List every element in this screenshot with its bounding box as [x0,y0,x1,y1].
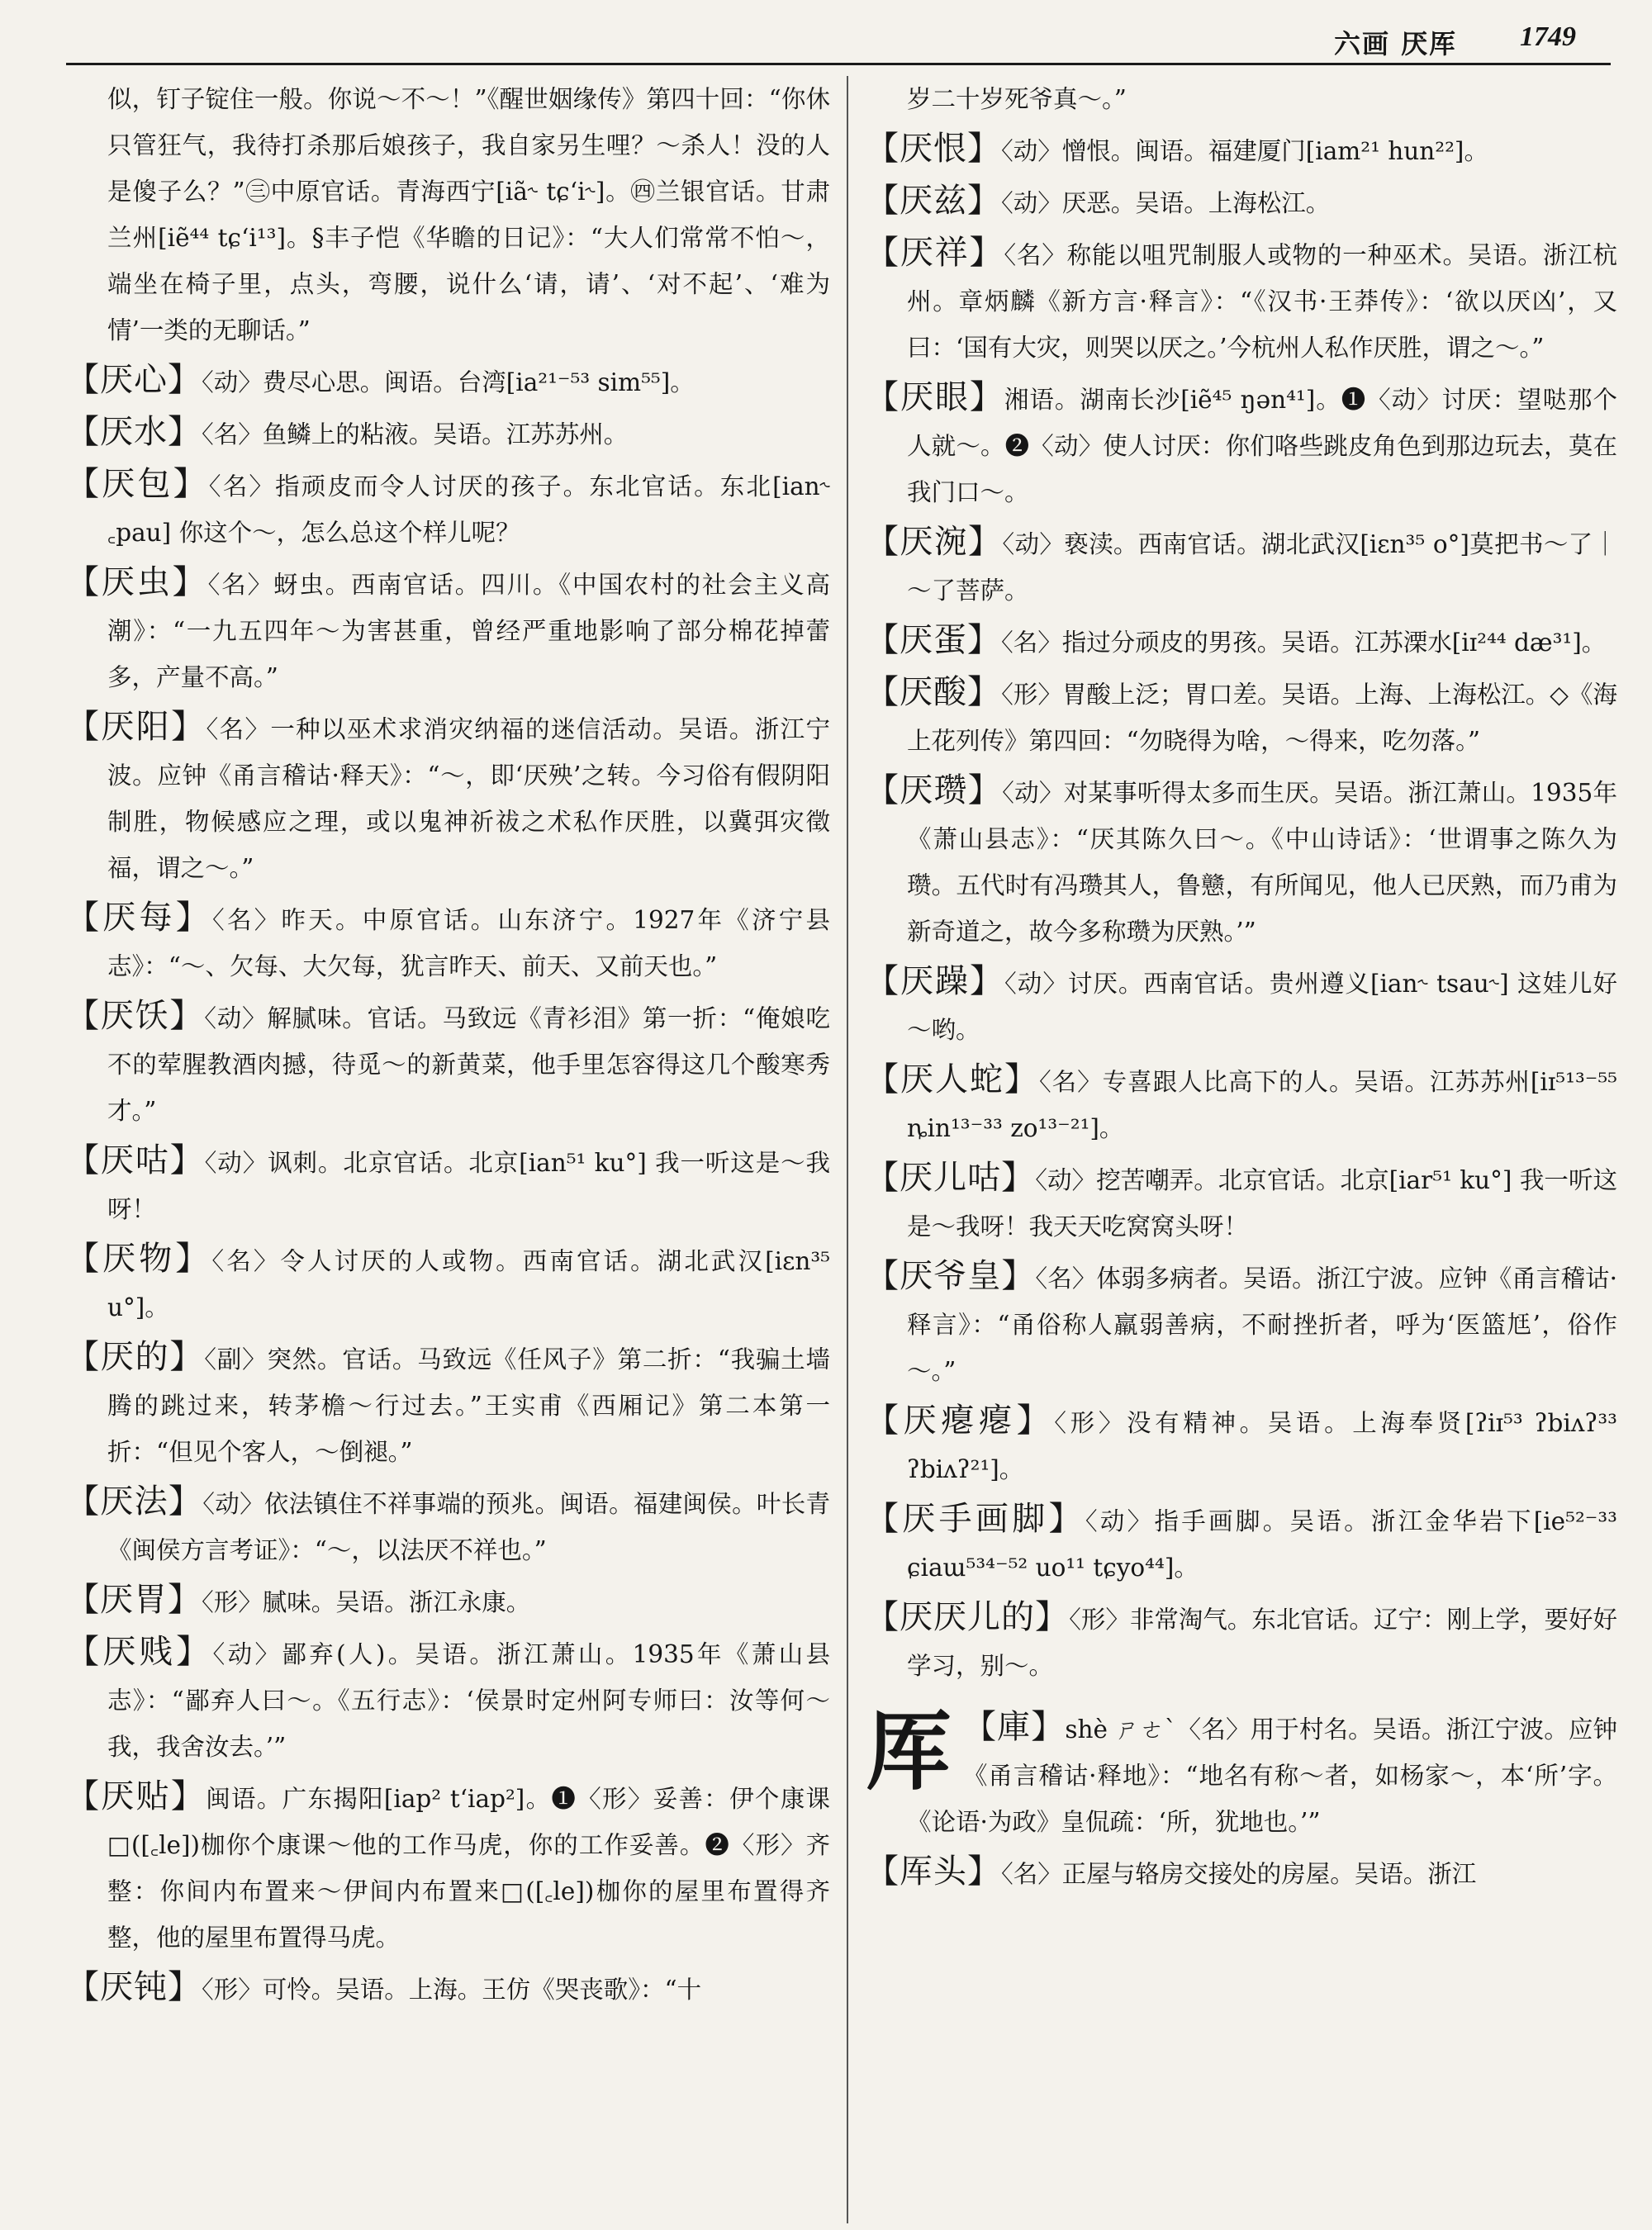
dictionary-entry [866,519,1617,614]
entry-headword: 【厌每】 [66,899,212,937]
dictionary-entry [866,1701,1617,1845]
entry-definition: 〈动〉依法镇住不祥事端的预兆。闽语。福建闽侯。叶长青《闽侯方言考证》：“～，以法厌不祥也。” [107,1490,830,1564]
entry-headword: 【厌人蛇】 [866,1060,1039,1098]
dictionary-entry [866,617,1617,666]
entry-definition: 〈副〉突然。官话。马致远《任风子》第二折：“我骗土墙腾的跳过来，转茅檐～行过去。”王实甫《西厢记》第二本第一折：“但见个客人，～倒褪。” [107,1345,830,1466]
entry-headword: 【厌兹】 [866,182,1001,220]
entry-definition: 〈动〉挖苦嘲弄。北京官话。北京[iar⁵¹ ku°] 我一听这是～我呀！我天天吃窝窝头呀！ [907,1166,1617,1241]
entry-headword: 【厌瓒】 [866,771,1003,809]
entry-headword: 【厌心】 [66,361,202,399]
entry-definition: 〈动〉解腻味。官话。马致远《青衫泪》第一折：“俺娘吃不的荤腥教酒肉撼，待觅～的新黄菜，他手里怎容得这几个酸寒秀才。” [107,1004,830,1125]
dictionary-entry [866,1056,1617,1151]
entry-definition: 〈动〉憎恨。闽语。福建厦门[iam²¹ hun²²]。 [1001,137,1488,165]
entry-headword: 【厌儿咕】 [866,1159,1036,1197]
dictionary-entry [866,1397,1617,1492]
entry-definition: 〈动〉对某事听得太多而生厌。吴语。浙江萧山。1935年《萧山县志》：“厌其陈久曰～。《中山诗话》：‘世谓事之陈久为瓒。五代时有冯瓒其人，鲁戆，有所闻见，他人已厌熟，而乃甫为新奇道之，故今多称瓒为厌熟。’” [907,779,1617,946]
entry-definition: 〈形〉可怜。吴语。上海。王仿《哭丧歌》：“十 [202,1976,702,2004]
running-head: 六画 厌厍 [1334,28,1458,59]
dictionary-entry [66,993,830,1134]
dictionary-entry [66,1137,830,1232]
dictionary-entry [66,704,830,891]
entry-headword: 【厌瘪瘪】 [866,1402,1055,1440]
entry-definition: 〈动〉讽刺。北京官话。北京[ian⁵¹ ku°] 我一听这是～我呀！ [107,1149,830,1223]
entry-headword: 【厌祥】 [866,234,1004,272]
entry-headword: 【厌的】 [66,1338,205,1376]
entry-definition: 〈名〉昨天。中原官话。山东济宁。1927年《济宁县志》：“～、欠每、大欠每，犹言昨天、前天、又前天也。” [107,906,830,980]
dictionary-entry [66,1629,830,1770]
entry-definition: 〈名〉鱼鳞上的粘液。吴语。江苏苏州。 [202,420,629,448]
entry-definition: 〈名〉指过分顽皮的男孩。吴语。江苏溧水[iɪ²⁴⁴ dæ³¹]。 [1001,629,1607,657]
entry-definition: 闽语。广东揭阳[iap² tʻiap²]。❶〈形〉妥善：伊个康课□([꜀le])枷你个康课～他的工作马虎，你的工作妥善。❷〈形〉齐整：你间内布置来～伊间内布置来□([꜀le])枷你的屋里布置得齐整，他的屋里布置得马虎。 [107,1785,830,1952]
entry-definition: 〈动〉讨厌。西南官话。贵州遵义[ian˞ tsau˞] 这娃儿好～哟。 [907,970,1617,1044]
dictionary-entry [866,1496,1617,1591]
dictionary-entry [66,894,830,989]
dictionary-entry [866,1253,1617,1394]
left-column [66,76,830,2223]
dictionary-entry [66,461,830,556]
entry-headword: 【厌阳】 [66,708,206,746]
entry-definition: 〈形〉非常淘气。东北官话。辽宁：刚上学，要好好学习，别～。 [907,1606,1617,1680]
entry-definition: 湘语。湖南长沙[iẽ⁴⁵ ŋən⁴¹]。❶〈动〉讨厌：望哒那个人就～。❷〈动〉使人讨厌：你们咯些跳皮角色到那边玩去，莫在我门口～。 [907,386,1617,506]
dictionary-entry [866,1848,1617,1897]
dictionary-entry [66,1773,830,1961]
entry-definition: 〈动〉亵渎。西南官话。湖北武汉[iɛn³⁵ o°]莫把书～了｜～了菩萨。 [907,530,1617,605]
entry-definition: 〈名〉体弱多病者。吴语。浙江宁波。应钟《甬言稽诂·释言》：“甬俗称人羸弱善病，不耐挫折者，呼为‘医篮尪’，俗作～。” [907,1264,1617,1385]
entry-headword: 【厌虫】 [66,563,208,601]
dictionary-entry [66,409,830,458]
entry-headword: 【厌躁】 [866,962,1005,1000]
dictionary-entry [866,178,1617,226]
dictionary-entry [866,958,1617,1053]
entry-definition: 岁二十岁死爷真～。” [907,85,1127,113]
entry-definition: 〈动〉费尽心思。闽语。台湾[ia²¹⁻⁵³ sim⁵⁵]。 [202,368,695,396]
entry-headword: 【厌贱】 [66,1633,213,1671]
page-number: 1749 [1520,21,1576,52]
entry-definition: 〈名〉令人讨厌的人或物。西南官话。湖北武汉[iɛn³⁵ u°]。 [107,1247,830,1321]
entry-headword: 【厌饫】 [66,997,205,1035]
entry-headword: 【厌贴】 [66,1777,206,1815]
entry-definition: 〈名〉称能以咀咒制服人或物的一种巫术。吴语。浙江杭州。章炳麟《新方言·释言》：“《汉书·王莽传》：‘欲以厌凶’，又曰：‘国有大灾，则哭以厌之。’今杭州人私作厌胜，谓之～。” [907,241,1617,362]
entry-headword: 【厌恨】 [866,130,1001,168]
entry-headword: 【厌酸】 [866,673,1002,711]
entry-headword: 【厌胃】 [66,1581,202,1619]
entry-definition: 〈名〉正屋与辂房交接处的房屋。吴语。浙江 [1001,1860,1477,1888]
entry-definition: 〈形〉没有精神。吴语。上海奉贤[ʔiɪ⁵³ ʔbiʌʔ³³ ʔbiʌʔ²¹]。 [907,1409,1617,1483]
entry-headword: 【厌涴】 [866,523,1003,561]
entry-definition: 〈名〉一种以巫术求消灾纳福的迷信活动。吴语。浙江宁波。应钟《甬言稽诂·释天》：“～，即‘厌殃’之转。今习俗有假阴阳制胜，物候感应之理，或以鬼神祈祓之术私作厌胜，以冀弭灾徵福，谓之～。” [107,715,830,882]
entry-definition: 似，钉子锭住一般。你说～不～！”《醒世姻缘传》第四十回：“你休只管狂气，我待打杀那后娘孩子，我自家另生哩？～杀人！没的人是傻子么？”㊂中原官话。青海西宁[iã˞ tɕʻi˞]。㊃兰银官话。甘肃兰州[iẽ⁴⁴ tɕʻi¹³]。§丰子恺《华瞻的日记》：“大人们常常不怕～，端坐在椅子里，点头，弯腰，说什么‘请，请’、‘对不起’、‘难为情’一类的无聊话。” [107,85,830,344]
dictionary-entry [866,767,1617,955]
entry-definition: 〈动〉指手画脚。吴语。浙江金华岩下[ie⁵²⁻³³ ɕiaɯ⁵³⁴⁻⁵² uo¹¹ tɕyo⁴⁴]。 [907,1507,1617,1582]
entry-headword: 【厌钝】 [66,1968,202,2006]
entry-headword: 【厌法】 [66,1483,203,1521]
entry-headword: 【厌手画脚】 [866,1500,1085,1538]
dictionary-entry [866,1594,1617,1689]
entry-definition: shè ㄕㄜˋ〈名〉用于村名。吴语。浙江宁波。应钟《甬言稽诂·释地》：“地名有称～者，如杨家～，本‘所’字。《论语·为政》皇侃疏：‘所，犹地也。’” [907,1715,1617,1836]
entry-definition: 〈名〉指顽皮而令人讨厌的孩子。东北官话。东北[ian˞ ꜀pau] 你这个～，怎么总这个样儿呢？ [107,472,830,547]
dictionary-entry [66,357,830,406]
entry-headword: 【厌蛋】 [866,621,1001,659]
entry-headword: 【厍头】 [866,1853,1001,1891]
page-header [0,0,1652,66]
entry-definition: 〈形〉胃酸上泛；胃口差。吴语。上海、上海松江。◇《海上花列传》第四回：“勿晓得为啥，～得来，吃勿落。” [907,681,1617,755]
column-divider [847,76,848,2223]
character-headword: 厍 [866,1701,952,1802]
dictionary-entry [66,1334,830,1475]
entry-headword: 【厌物】 [66,1240,212,1278]
entry-headword: 【厌厌儿的】 [866,1598,1070,1636]
entry-headword: 【厌咕】 [66,1141,205,1179]
entry-headword: 【厌爷皇】 [866,1257,1036,1295]
dictionary-entry [866,1155,1617,1250]
entry-headword: 【厌眼】 [866,378,1004,416]
dictionary-entry [866,230,1617,371]
dictionary-entry [66,559,830,700]
dictionary-entry [66,1964,830,2013]
dictionary-entry [66,1577,830,1625]
dictionary-entry [866,669,1617,764]
entry-definition: 〈动〉鄙弃(人)。吴语。浙江萧山。1935年《萧山县志》：“鄙弃人曰～。《五行志》：‘侯景时定州阿专师曰：汝等何～我，我舍汝去。’” [107,1640,830,1761]
dictionary-entry [866,374,1617,515]
entry-definition: 〈名〉专喜跟人比高下的人。吴语。江苏苏州[iɪ⁵¹³⁻⁵⁵ ȵin¹³⁻³³ zo¹³⁻²¹]。 [907,1068,1617,1142]
dictionary-entry [66,1478,830,1573]
dictionary-entry [866,76,1617,122]
header-rule [66,63,1611,65]
entry-definition: 〈名〉蚜虫。西南官话。四川。《中国农村的社会主义高潮》：“一九五四年～为害甚重，曾经严重地影响了部分棉花掉蕾多，产量不高。” [107,571,830,691]
dictionary-entry [66,76,830,353]
entry-headword: 【厌包】 [66,465,209,503]
entry-definition: 〈动〉厌恶。吴语。上海松江。 [1001,189,1331,217]
entry-headword: 【庫】 [963,1708,1066,1746]
entry-definition: 〈形〉腻味。吴语。浙江永康。 [202,1588,531,1616]
dictionary-entry [866,126,1617,174]
right-column [866,76,1617,2223]
dictionary-entry [66,1236,830,1331]
entry-headword: 【厌水】 [66,413,202,451]
